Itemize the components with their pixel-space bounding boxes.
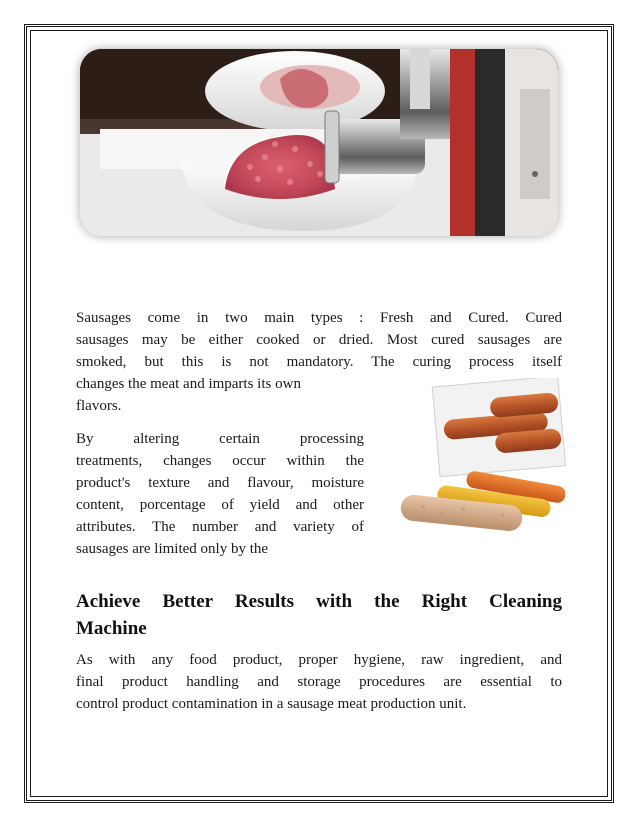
hygiene-line: final product handling and storage procedures are essential to	[76, 674, 562, 690]
heading-line: Achieve Better Results with the Right Cleaning	[76, 591, 562, 612]
intro-line: changes the meat and imparts its own	[76, 376, 301, 392]
hygiene-line: control product contamination in a sausage meat production unit.	[76, 696, 467, 712]
intro-line: flavors.	[76, 398, 122, 414]
section-heading	[76, 588, 562, 642]
intro-line: sausages may be either cooked or dried. Most cured sausages are	[76, 332, 562, 348]
intro-paragraph	[76, 307, 562, 373]
processing-line: By altering certain processing	[76, 431, 364, 447]
heading-line: Machine	[76, 618, 147, 639]
hygiene-line: As with any food product, proper hygiene, raw ingredient, and	[76, 652, 562, 668]
hygiene-paragraph	[76, 649, 562, 715]
meat-grinder-photo	[80, 49, 558, 236]
intro-line: smoked, but this is not mandatory. The curing process itself	[76, 354, 562, 370]
sausages-photo	[392, 378, 572, 548]
processing-line: product's texture and flavour, moisture	[76, 475, 364, 491]
processing-line: attributes. The number and variety of	[76, 519, 364, 535]
processing-line: sausages are limited only by the	[76, 541, 269, 557]
processing-line: treatments, changes occur within the	[76, 453, 364, 469]
intro-line: Sausages come in two main types : Fresh and Cured. Cured	[76, 310, 562, 326]
processing-line: content, porcentage of yield and other	[76, 497, 364, 513]
intro-paragraph-continued	[76, 373, 364, 417]
processing-paragraph	[76, 428, 364, 560]
